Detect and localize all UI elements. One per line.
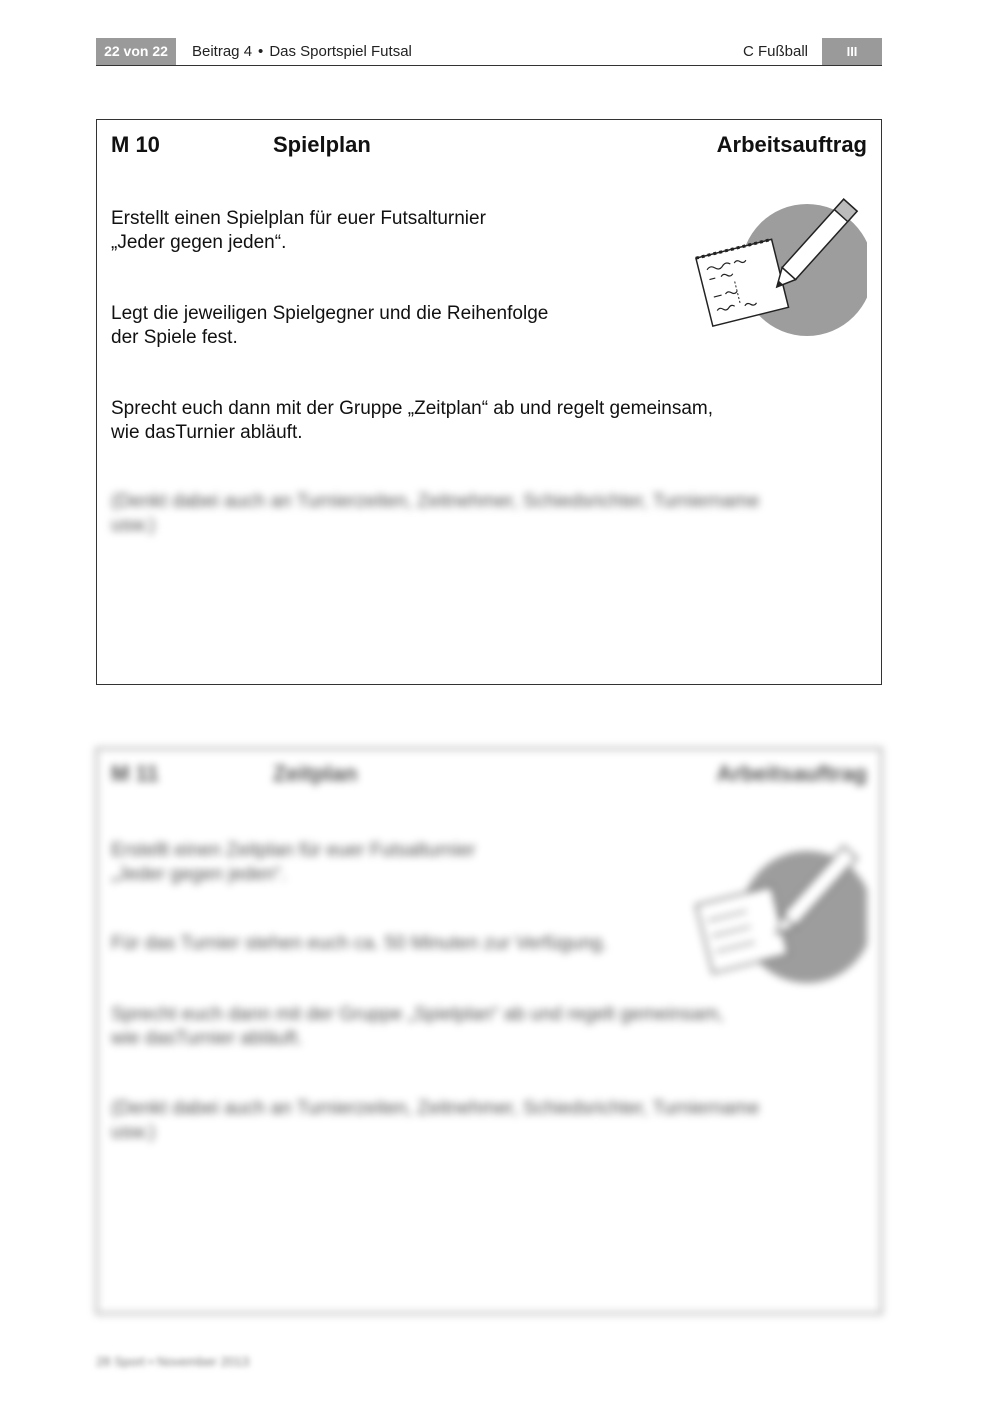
text-line: usw.) xyxy=(111,515,156,536)
article-title xyxy=(192,38,412,65)
section-label: C Fußball xyxy=(742,43,808,60)
material-title: Spielplan xyxy=(273,132,371,157)
instruction-paragraph-3 xyxy=(111,397,713,445)
article-label: Beitrag 4 xyxy=(192,43,253,60)
article-subtitle: Das Sportspiel Futsal xyxy=(269,43,412,60)
material-code: M 10 xyxy=(111,132,160,157)
instruction-paragraph-1 xyxy=(111,839,475,887)
material-type: Arbeitsauftrag xyxy=(716,761,867,786)
text-line: (Denkt dabei auch an Turnierzeiten, Zeitnehmer, Schiedsrichter, Turniername xyxy=(111,1098,760,1119)
text-line: wie dasTurnier abläuft. xyxy=(111,1028,303,1049)
text-line: Erstellt einen Zeitplan für euer Futsalturnier xyxy=(111,840,476,861)
text-line: Sprecht euch dann mit der Gruppe „Spielplan“ ab und regelt gemeinsam, xyxy=(111,1004,724,1025)
instruction-paragraph-4 xyxy=(111,490,759,538)
text-line: der Spiele fest. xyxy=(111,327,238,348)
instruction-paragraph-3 xyxy=(111,1003,724,1051)
separator-dot: • xyxy=(258,43,264,60)
text-line: Legt die jeweiligen Spielgegner und die Reihenfolge xyxy=(111,303,549,324)
material-code: M 11 xyxy=(111,761,159,786)
card-header xyxy=(97,120,881,170)
instruction-paragraph-1 xyxy=(111,207,486,255)
page-footer: 28 Sport • November 2013 xyxy=(96,1354,250,1369)
instruction-paragraph-4 xyxy=(111,1097,759,1145)
text-line: „Jeder gegen jeden“. xyxy=(111,864,287,885)
page-number-badge: 22 von 22 xyxy=(96,38,176,65)
volume-badge: III xyxy=(822,38,882,65)
text-line: „Jeder gegen jeden“. xyxy=(111,232,287,253)
text-line: usw.) xyxy=(111,1122,156,1143)
material-type: Arbeitsauftrag xyxy=(716,132,867,157)
page-header xyxy=(96,38,882,66)
text-line: wie dasTurnier abläuft. xyxy=(111,422,303,443)
text-line: Für das Turnier stehen euch ca. 50 Minuten zur Verfügung. xyxy=(111,933,608,954)
instruction-paragraph-2 xyxy=(111,932,607,956)
text-line: Sprecht euch dann mit der Gruppe „Zeitplan“ ab und regelt gemeinsam, xyxy=(111,398,713,419)
worksheet-card-m11 xyxy=(96,748,882,1314)
text-line: Erstellt einen Spielplan für euer Futsalturnier xyxy=(111,208,486,229)
pencil-notepad-icon xyxy=(695,833,867,983)
card-header xyxy=(97,749,881,799)
text-line: (Denkt dabei auch an Turnierzeiten, Zeitnehmer, Schiedsrichter, Turniername xyxy=(111,491,760,512)
material-title: Zeitplan xyxy=(273,761,358,786)
pencil-notepad-icon xyxy=(695,186,867,336)
blurred-region xyxy=(97,474,883,686)
instruction-paragraph-2 xyxy=(111,302,548,350)
worksheet-card-m10 xyxy=(96,119,882,685)
